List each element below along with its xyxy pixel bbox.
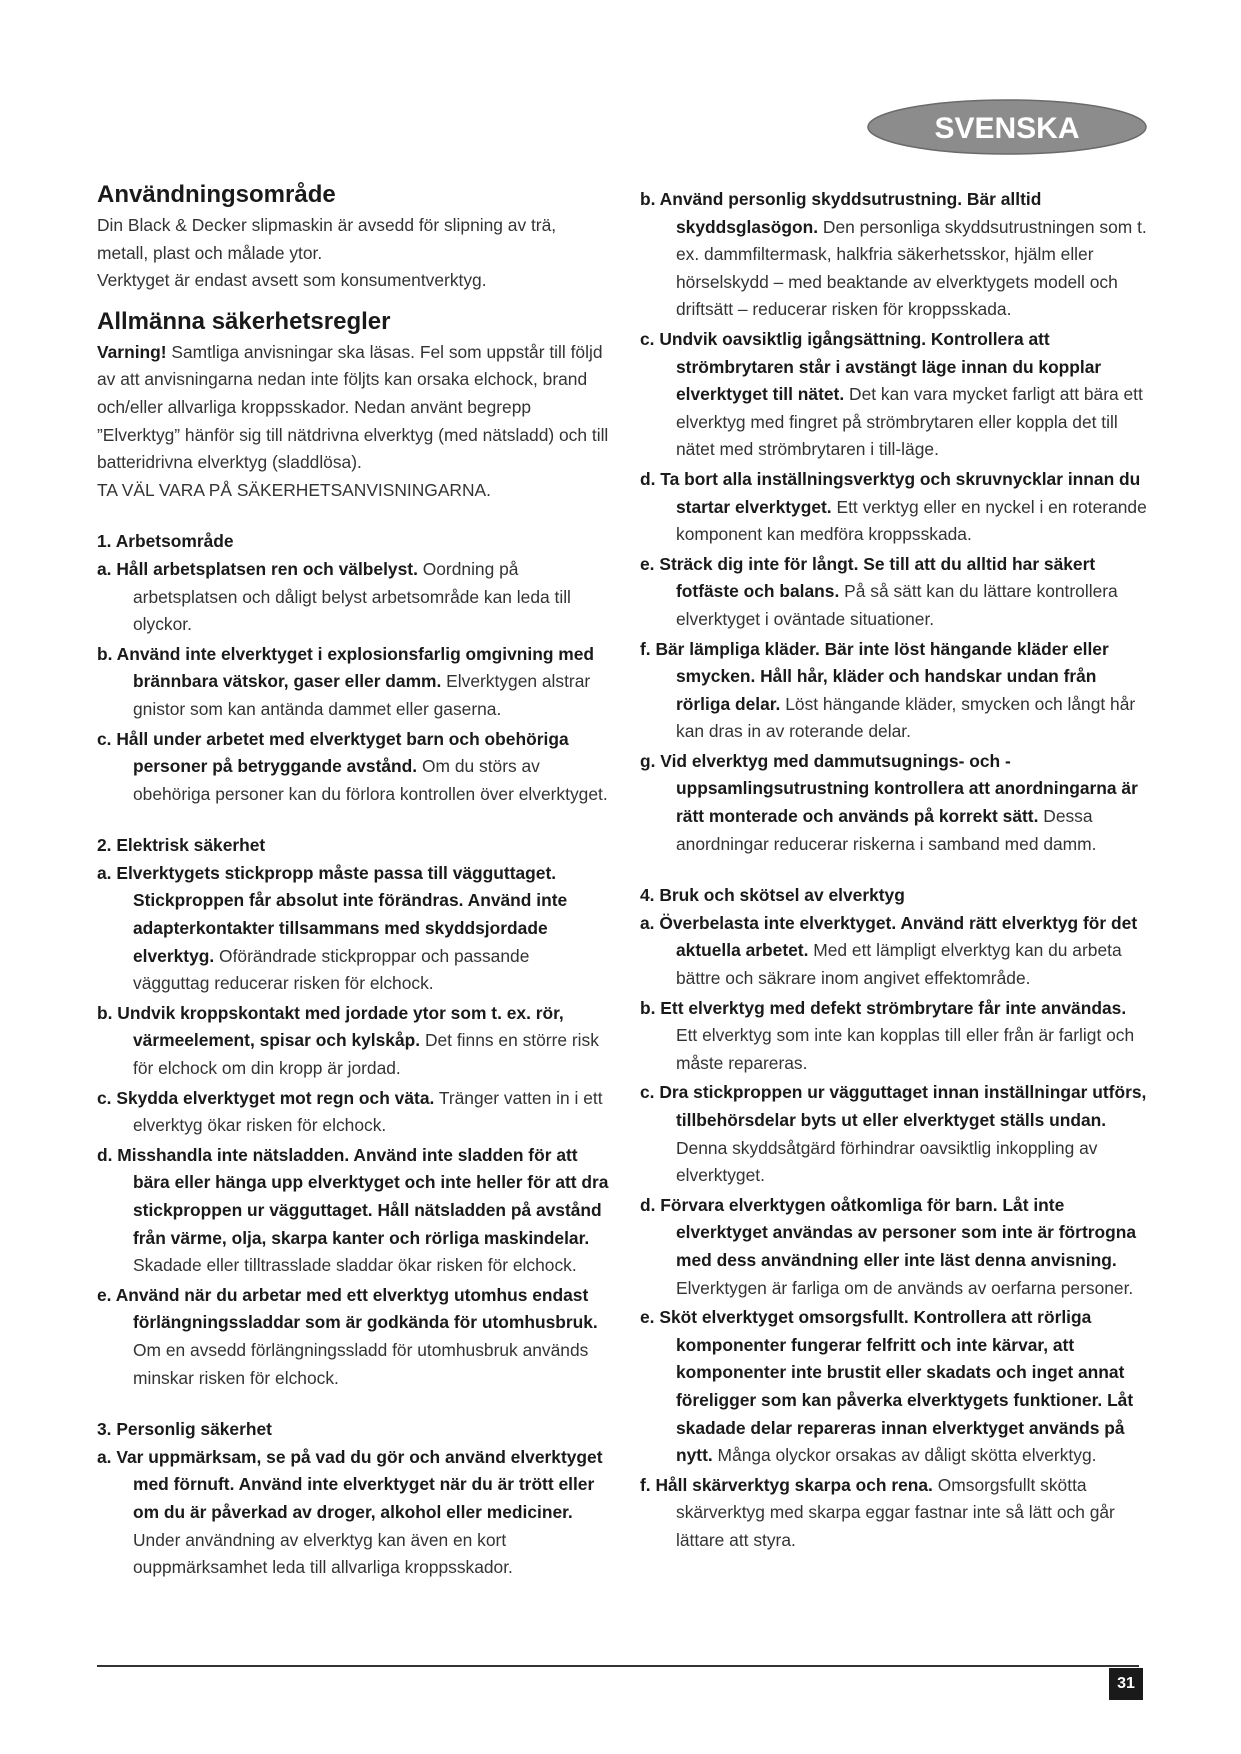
list-item: b. Använd inte elverktyget i explosionsfarlig omgivning med brännbara vätskor, gaser eller damm. Elverktygen alstrar gnistor som kan antända dammet eller gaserna. bbox=[97, 643, 595, 719]
safety-title: Allmänna säkerhetsregler bbox=[97, 307, 391, 335]
list-item: a. Håll arbetsplatsen ren och välbelyst. Oordning på arbetsplatsen och dåligt belyst arbetsområde kan leda till olyckor. bbox=[97, 558, 571, 635]
list-item: e. Sträck dig inte för långt. Se till att du alltid har säkert fotfäste och balans. På så sätt kan du lättare kontrollera elverktyget i oväntade situationer. bbox=[640, 553, 1118, 629]
list-item: a. Var uppmärksam, se på vad du gör och använd elverktyget med förnuft. Använd inte elverktyget när du är trött eller om du är påverkad av droger, alkohol eller mediciner. Under användning av elverktyg kan även en kort ouppmärksamhet leda till allvarliga kroppsskador. bbox=[97, 1446, 603, 1578]
language-label: SVENSKA bbox=[934, 112, 1080, 145]
intended-use-title: Användningsområde bbox=[97, 181, 336, 208]
list-item: d. Ta bort alla inställningsverktyg och skruvnycklar innan du startar elverktyget. Ett verktyg eller en nyckel i en roterande komponent kan medföra kroppsskada. bbox=[640, 468, 1147, 545]
safety-warning bbox=[97, 339, 609, 477]
list-item: g. Vid elverktyg med dammutsugnings- och -uppsamlingsutrustning kontrollera att anordningarna är rätt monterade och används på korrekt sätt. Dessa anordningar reducerar riskerna i samband med damm. bbox=[640, 750, 1138, 854]
list-item: a. Överbelasta inte elverktyget. Använd rätt elverktyg för det aktuella arbetet. Med ett lämpligt elverktyg kan du arbeta bättre och säkrare inom angivet effektområde. bbox=[640, 912, 1138, 989]
list-item: d. Förvara elverktygen oåtkomliga för barn. Låt inte elverktyget användas av personer som inte är förtrogna med dess användning eller inte läst denna anvisning. Elverktygen är farliga om de används av oerfarna personer. bbox=[640, 1194, 1137, 1298]
list-item: c. Skydda elverktyget mot regn och väta. Tränger vatten in i ett elverktyg ökar risken för elchock. bbox=[97, 1087, 603, 1136]
intended-use-line: Din Black & Decker slipmaskin är avsedd för slipning av trä, metall, plast och målade ytor. bbox=[97, 215, 557, 263]
list-item: b. Undvik kroppskontakt med jordade ytor som t. ex. rör, värmeelement, spisar och kylskåp. Det finns en större risk för elchock om din kropp är jordad. bbox=[97, 1002, 599, 1079]
list-item: a. Elverktygets stickpropp måste passa till vägguttaget. Stickproppen får absolut inte förändras. Använd inte adapterkontakter tillsammans med skyddsjordade elverktyg. Oförändrade stickproppar och passande vägguttag reducerar risken för elchock. bbox=[97, 862, 568, 994]
footer-divider bbox=[97, 1665, 1139, 1667]
safety-keep: TA VÄL VARA PÅ SÄKERHETSANVISNINGARNA. bbox=[97, 479, 491, 500]
list-item: d. Misshandla inte nätsladden. Använd inte sladden för att bära eller hänga upp elverktyget och inte heller för att dra stickproppen ur vägguttaget. Håll nätsladden på avstånd från värme, olja, skarpa kanter och rörliga maskindelar. Skadade eller tilltrasslade sladdar ökar risken för elchock. bbox=[97, 1144, 609, 1276]
section-heading: 3. Personlig säkerhet bbox=[97, 1419, 272, 1440]
list-item: f. Håll skärverktyg skarpa och rena. Omsorgsfullt skötta skärverktyg med skarpa eggar fastnar inte så lätt och går lättare att styra. bbox=[640, 1474, 1115, 1550]
list-item: c. Undvik oavsiktlig igångsättning. Kontrollera att strömbrytaren står i avstängt läge innan du kopplar elverktyget till nätet. Det kan vara mycket farligt att bära ett elverktyg med fingret på strömbrytaren eller koppla det till nätet med strömbrytaren i till-läge. bbox=[640, 328, 1143, 460]
language-badge bbox=[866, 98, 1148, 156]
list-item: b. Ett elverktyg med defekt strömbrytare får inte användas. Ett elverktyg som inte kan kopplas till eller från är farligt och måste repareras. bbox=[640, 997, 1135, 1073]
right-column bbox=[640, 186, 1150, 1557]
section-heading: 2. Elektrisk säkerhet bbox=[97, 835, 266, 856]
section-heading: 4. Bruk och skötsel av elverktyg bbox=[640, 885, 905, 906]
list-item: c. Dra stickproppen ur vägguttaget innan inställningar utförs, tillbehörsdelar byts ut eller elverktyget ställs undan. Denna skyddsåtgärd förhindrar oavsiktlig inkoppling av elverktyget. bbox=[640, 1082, 1147, 1186]
list-item: e. Sköt elverktyget omsorgsfullt. Kontrollera att rörliga komponenter fungerar felfritt och inte kärvar, att komponenter inte brustit eller skadats och inget annat föreligger som kan påverka elverktygets funktioner. Låt skadade delar repareras innan elverktyget används på nytt. Många olyckor orsakas av dåligt skötta elverktyg. bbox=[640, 1307, 1134, 1466]
warning-text: Samtliga anvisningar ska läsas. Fel som uppstår till följd av att anvisningarna nedan inte följts kan orsaka elchock, brand och/eller allvarliga kroppsskador. Nedan använt begrepp ”Elverktyg” hänför sig till nätdrivna elverktyg (med nätsladd) och till batteridrivna elverktyg (sladdlösa). bbox=[97, 341, 609, 473]
page-number: 31 bbox=[1109, 1668, 1143, 1700]
list-item: e. Använd när du arbetar med ett elverktyg utomhus endast förlängningssladdar som är godkända för utomhusbruk. Om en avsedd förlängningssladd för utomhusbruk används minskar risken för elchock. bbox=[97, 1284, 598, 1388]
left-column bbox=[97, 180, 609, 1584]
list-item: f. Bär lämpliga kläder. Bär inte löst hängande kläder eller smycken. Håll hår, kläder och handskar undan från rörliga delar. Löst hängande kläder, smycken och långt hår kan dras in av roterande delar. bbox=[640, 638, 1136, 742]
warning-label: Varning! bbox=[97, 341, 167, 362]
list-item: c. Håll under arbetet med elverktyget barn och obehöriga personer på betryggande avstånd. Om du störs av obehöriga personer kan du förlora kontrollen över elverktyget. bbox=[97, 728, 608, 804]
intended-use-line: Verktyget är endast avsett som konsumentverktyg. bbox=[97, 270, 487, 291]
section-heading: 1. Arbetsområde bbox=[97, 531, 234, 552]
list-item: b. Använd personlig skyddsutrustning. Bär alltid skyddsglasögon. Den personliga skyddsutrustningen som t. ex. dammfiltermask, halkfria säkerhetsskor, hjälm eller hörselskydd – med beaktande av elverktygets modell och driftsätt – reducerar risken för kroppsskada. bbox=[640, 189, 1147, 320]
